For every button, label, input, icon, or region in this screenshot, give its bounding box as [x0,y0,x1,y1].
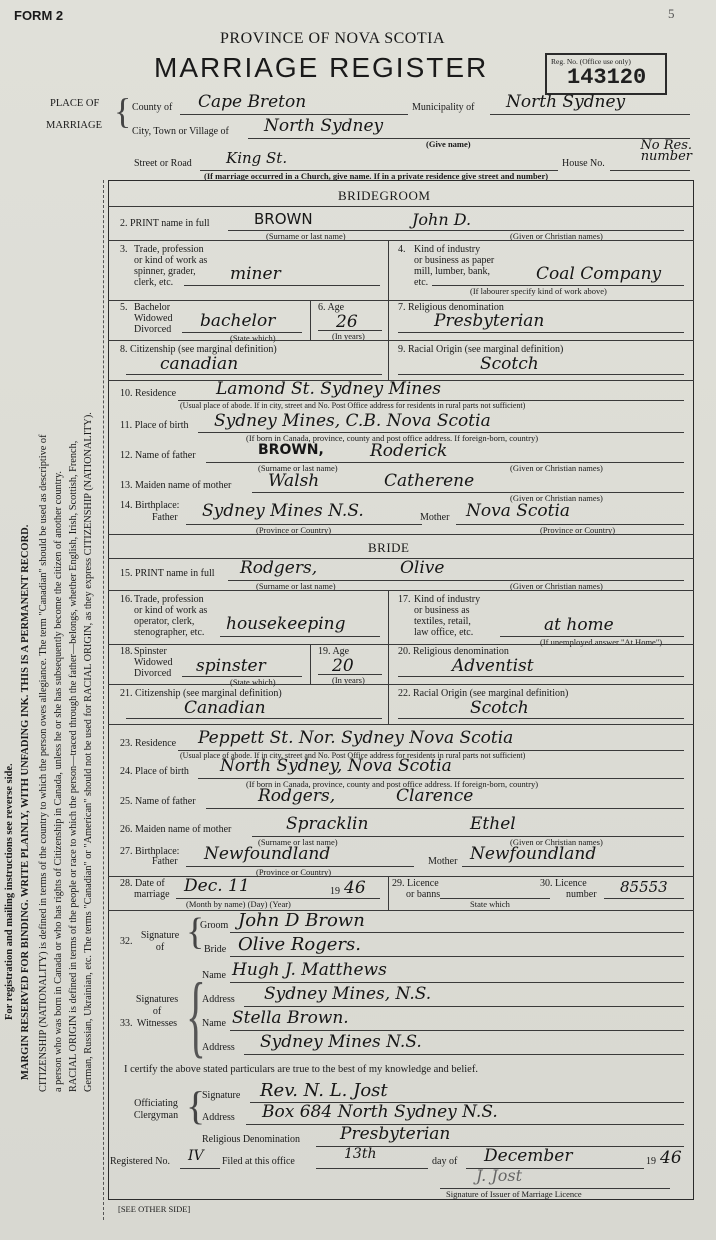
f29-l2: or banns [406,889,441,900]
filed-month: December [484,1146,573,1166]
f18-l1: Spinster [134,646,167,657]
clergy-brace: { [186,1083,206,1128]
groom-status-label [134,302,172,335]
house-label: House No. [562,158,605,169]
f4-no: 4. [398,244,406,255]
province-caption: (Province or Country) [256,525,332,535]
bride-trade-label [134,594,207,638]
bride-birthplace-label: 24. Place of birth [120,766,189,777]
f5-l2: Widowed [134,313,173,324]
groom-father-surname: BROWN, [258,442,324,458]
bride-mother-label: 26. Maiden name of mother [120,824,232,835]
bride-citizenship: Canadian [184,698,266,718]
state-caption: (State which) [230,677,276,687]
place-brace: { [114,91,132,131]
bride-father-birthplace: Newfoundland [204,844,331,864]
groom-birthplace: Sydney Mines, C.B. Nova Scotia [214,411,491,431]
groom-citizenship-label: 8. Citizenship (see marginal definition) [120,344,277,355]
place-note: (If marriage occurred in a Church, give name. If in a private residence give street and number) [204,171,549,181]
f32-no: 32. [120,936,133,947]
f16-no: 16. [120,594,133,605]
margin-line-4: a person who was born in Canada or who has rights of Citizenship in Canada, unless he or she has subsequently become the citizen of another country. [53,471,64,1092]
groom-status: bachelor [200,311,276,331]
margin-line-6: German, Russian, Ukrainian, etc. The terms "Canadian" or "American" should not be used for RACIAL ORIGIN, as they express CITIZENSHIP (NATIONALITY). [83,412,94,1092]
mother-word: Mother [420,512,450,523]
f33-l3: Witnesses [136,1018,178,1029]
state-caption: (State which) [230,333,276,343]
bride-sig-label: Bride [204,944,227,955]
f33-no: 33. [120,1018,133,1029]
w2-name-label: Name [202,1018,226,1029]
groom-father-birthplace: Sydney Mines N.S. [202,501,364,521]
signature-of-label: Signature of [140,930,180,953]
witness-brace: { [186,964,206,1066]
issuer-caption: Signature of Issuer of Marriage Licence [446,1189,582,1199]
form-title: MARRIAGE REGISTER [154,52,489,83]
groom-parents-birthplace-label: 14. Birthplace: [120,500,180,511]
f16-l1: Trade, profession [134,594,204,605]
bride-parents-birthplace-label: 27. Birthplace: [120,846,180,857]
clergy-address-label: Address [202,1112,235,1123]
bride-birthplace: North Sydney, Nova Scotia [220,756,452,776]
groom-birthplace-label: 11. Place of birth [120,420,189,431]
f4-l4: etc. [414,277,429,288]
bride-industry-label [414,594,480,638]
f28-l1: 28. Date of [120,878,165,889]
give-name-caption: (Give name) [426,139,471,149]
province-caption: (Province or Country) [256,867,332,877]
bride-age: 20 [332,656,354,676]
bride-racial: Scotch [470,698,529,718]
f16-l4: stenographer, etc. [134,627,205,638]
bride-father-given: Clarence [396,786,474,806]
city-label: City, Town or Village of [132,126,229,137]
surname-caption: (Surname or last name) [258,463,338,473]
bride-surname: Rodgers, [240,558,318,578]
filed-label: Filed at this office [222,1156,295,1167]
state-which-caption: State which [470,899,510,909]
street-value: King St. [226,149,288,167]
given-caption: (Given or Christian names) [510,493,603,503]
day-of-label: day of [432,1156,458,1167]
given-caption: (Given or Christian names) [510,837,603,847]
groom-father-given: Roderick [370,441,448,461]
surname-caption: (Surname or last name) [258,837,338,847]
birthplace-caption: (If born in Canada, province, county and post office address. If foreign-born, country) [246,779,539,789]
birthplace-caption: (If born in Canada, province, county and post office address. If foreign-born, country) [246,433,539,443]
clergy-l2: Clergyman [133,1110,179,1121]
bride-mother-birthplace: Newfoundland [470,844,597,864]
bride-heading: BRIDE [368,540,410,555]
marriage-date-label [120,878,170,900]
residence-caption: (Usual place of abode. If in city, street and No. Post Office address for residents in rural parts not sufficient) [180,751,526,760]
clergy-signature-label: Signature [202,1090,241,1101]
certification-text: I certify the above stated particulars are true to the best of my knowledge and belief. [124,1064,478,1075]
bride-given: Olive [400,558,445,578]
groom-signature: John D Brown [238,910,365,931]
years-caption: (In years) [332,675,365,685]
f16-l3: operator, clerk, [134,616,195,627]
f3-no: 3. [120,244,128,255]
groom-mother-given: Catherene [384,471,475,491]
groom-racial-label: 9. Racial Origin (see marginal definition) [398,344,564,355]
bride-residence-label: 23. Residence [120,738,177,749]
margin-line-1: For registration and mailing instructions see reverse side. [4,763,15,1020]
given-caption: (Given or Christian names) [510,231,603,241]
licence-number: 85553 [620,878,668,896]
given-caption: (Given or Christian names) [510,581,603,591]
father-word: Father [152,512,178,523]
bride-signature: Olive Rogers. [238,934,361,955]
f3-l2: or kind of work as [134,255,208,266]
form-number: FORM 2 [14,8,64,23]
bride-religion-label: 20. Religious denomination [398,646,509,657]
bride-religion: Adventist [452,656,534,676]
bride-mother-given: Ethel [470,814,516,834]
groom-trade-label [134,244,207,288]
municipality-label: Municipality of [412,102,475,113]
father-word: Father [152,856,178,867]
registered-no: IV [188,1148,204,1164]
groom-residence: Lamond St. Sydney Mines [216,379,442,399]
surname-caption: (Surname or last name) [266,231,346,241]
w2-address-label: Address [202,1042,235,1053]
groom-religion-label: 7. Religious denomination [398,302,504,313]
bride-father-surname: Rodgers, [258,786,336,806]
groom-father-label: 12. Name of father [120,450,196,461]
reg-number-label: Reg. No. (Office use only) [551,57,631,66]
clergy-l1: Officiating [134,1098,178,1109]
f17-caption: (If unemployed answer "At Home") [540,637,663,647]
groom-age-label: 6. Age [318,302,345,313]
groom-trade: miner [230,264,281,284]
f17-l3: textiles, retail, [414,616,471,627]
given-caption: (Given or Christian names) [510,463,603,473]
house-value: No Res. number [640,138,692,164]
filed-year-prefix: 19 [646,1156,656,1167]
year-prefix: 19 [330,886,340,897]
bride-father-label: 25. Name of father [120,796,196,807]
f3-l4: clerk, etc. [134,277,174,288]
f30-l1: 30. Licence [540,878,587,889]
surname-caption: (Surname or last name) [256,581,336,591]
witness-1-name: Hugh J. Matthews [232,960,387,980]
corner-mark: 5 [668,6,675,21]
bride-mother-surname: Spracklin [286,814,369,834]
groom-surname: BROWN [254,210,313,228]
see-other-side: [SEE OTHER SIDE] [118,1204,191,1214]
bride-status-label [134,646,172,679]
margin-line-3: CITIZENSHIP (NATIONALITY) is defined in terms of the country to which the person owes allegiance. The term "Canadian" should be used as descriptive of [38,434,49,1092]
filed-year: 46 [660,1148,682,1168]
groom-religion: Presbyterian [434,311,545,331]
groom-mother-birthplace: Nova Scotia [466,501,571,521]
licence-number-label [540,878,597,900]
f17-l4: law office, etc. [414,627,474,638]
bride-racial-label: 22. Racial Origin (see marginal definition) [398,688,569,699]
province-heading: PROVINCE OF NOVA SCOTIA [220,30,446,47]
groom-sig-label: Groom [200,920,229,931]
groom-given: John D. [412,210,472,229]
groom-mother-label: 13. Maiden name of mother [120,480,232,491]
clergy-religion: Presbyterian [340,1124,451,1144]
f5-no: 5. [120,302,128,313]
f28-l2: marriage [134,889,170,900]
f33-l1: Signatures [135,994,179,1005]
f3-l3: spinner, grader, [134,266,196,277]
w1-name-label: Name [202,970,226,981]
sig-brace: { [186,911,205,953]
f5-l1: Bachelor [134,302,171,313]
date-caption: (Month by name) (Day) (Year) [186,899,291,909]
county-value: Cape Breton [198,92,307,112]
bride-industry: at home [544,615,614,635]
bride-trade: housekeeping [226,614,346,634]
groom-residence-label: 10. Residence [120,388,177,399]
groom-heading: BRIDEGROOM [338,188,431,203]
w1-address-label: Address [202,994,235,1005]
clergy-signature: Rev. N. L. Jost [260,1080,388,1101]
province-caption: (Province or Country) [540,525,616,535]
bride-age-label: 19. Age [318,646,350,657]
years-caption: (In years) [332,331,365,341]
groom-mother-surname: Walsh [268,471,320,491]
margin-line-5: RACIAL ORIGIN is defined in terms of the people or race to which the person—traced through the father—belongs, whether English, Irish, Scottish, French, [68,440,79,1092]
f18-no: 18. [120,646,133,657]
marriage-date: Dec. 11 [184,876,250,896]
witnesses-label [128,994,186,1030]
filed-day: 13th [344,1146,377,1162]
groom-citizenship: canadian [160,354,239,374]
f18-l3: Divorced [134,668,172,679]
f33-l2: of [152,1006,162,1017]
bride-citizenship-label: 21. Citizenship (see marginal definition) [120,688,282,699]
f16-l2: or kind of work as [134,605,208,616]
city-value: North Sydney [264,116,384,136]
clergy-address: Box 684 North Sydney N.S. [262,1102,498,1122]
f17-l2: or business as [414,605,470,616]
f17-no: 17. [398,594,411,605]
f5-l3: Divorced [134,324,172,335]
clergy-religion-label: Religious Denomination [202,1134,301,1145]
f3-l1: Trade, profession [134,244,204,255]
f30-l2: number [566,889,597,900]
groom-racial: Scotch [480,354,539,374]
county-label: County of [132,102,173,113]
groom-industry-label [414,244,494,288]
issuer-signature: J. Jost [476,1166,523,1185]
f17-l1: Kind of industry [414,594,481,605]
reg-number-box [545,53,667,95]
groom-age: 26 [336,312,358,332]
bride-residence: Peppett St. Nor. Sydney Nova Scotia [198,728,514,748]
marriage-year: 46 [344,878,366,898]
witness-2-name: Stella Brown. [232,1008,349,1028]
f29-l1: 29. Licence [392,878,439,889]
f18-l2: Widowed [134,657,173,668]
bride-name-label: 15. PRINT name in full [120,568,215,579]
place-label-1: PLACE OF [50,98,100,109]
municipality-value: North Sydney [506,92,626,112]
licence-banns-label [392,878,440,900]
bride-status: spinster [196,656,266,676]
f4-l1: Kind of industry [414,244,481,255]
residence-caption: (Usual place of abode. If in city, street and No. Post Office address for residents in rural parts not sufficient) [180,401,526,410]
place-label-2: MARRIAGE [46,120,103,131]
f4-caption: (If labourer specify kind of work above) [470,286,607,296]
groom-industry: Coal Company [536,264,662,284]
margin-line-2: MARGIN RESERVED FOR BINDING. WRITE PLAINLY, WITH UNFADING INK. THIS IS A PERMANENT RECORD. [20,524,31,1080]
witness-1-address: Sydney Mines, N.S. [264,984,432,1004]
f4-l3: mill, lumber, bank, [414,266,490,277]
witness-2-address: Sydney Mines N.S. [260,1032,422,1052]
clergyman-label [126,1098,186,1122]
registered-no-label: Registered No. [110,1156,170,1167]
f4-l2: or business as paper [414,255,495,266]
street-label: Street or Road [134,158,192,169]
groom-name-label: 2. PRINT name in full [120,218,210,229]
reg-number: 143120 [567,65,647,90]
mother-word: Mother [428,856,458,867]
